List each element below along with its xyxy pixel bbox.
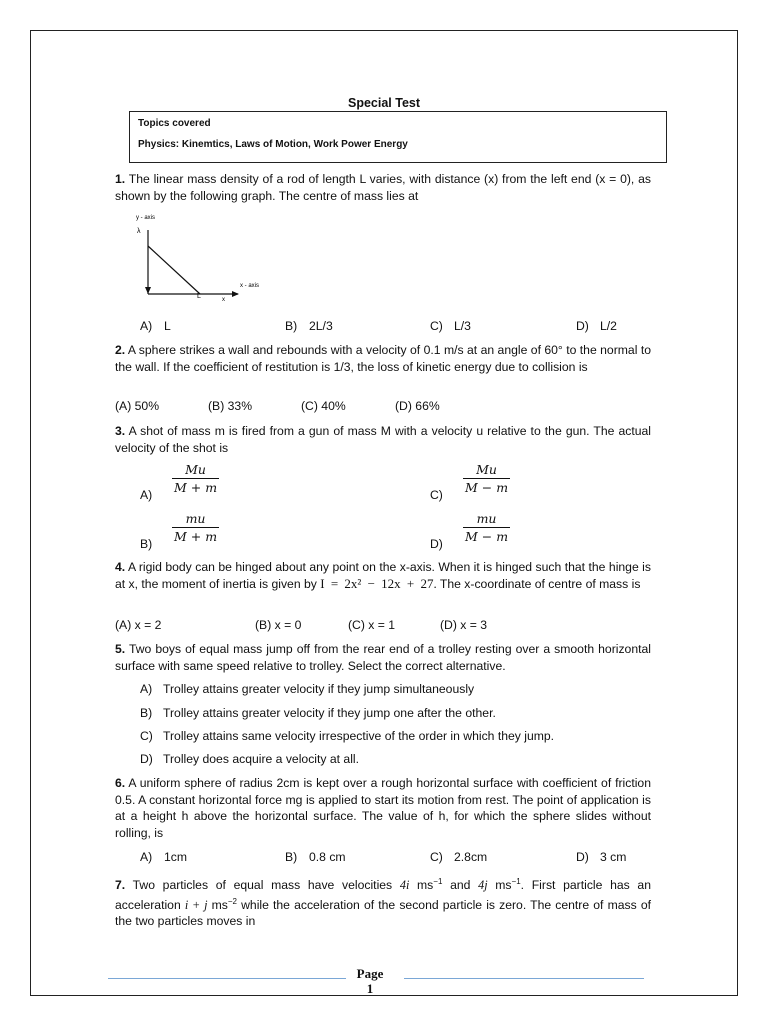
option-c-fraction: $\frac{Mu}{M - m}$ (465, 462, 509, 495)
footer-rule-right (404, 978, 644, 979)
page-number: Page 1 (356, 966, 384, 996)
option-a: (A) x = 2 (115, 618, 162, 632)
option-c: C) L/3 (430, 319, 471, 333)
option-c: (C) 40% (301, 399, 346, 413)
option-a: A) Trolley attains greater velocity if they jump simultaneously (140, 682, 475, 696)
option-a-label: A) (140, 488, 153, 502)
option-d: D) 3 cm (576, 850, 627, 864)
option-b: (B) 33% (208, 399, 253, 413)
option-d-label: D) (430, 537, 443, 551)
option-d-fraction: $\frac{mu}{M - m}$ (465, 511, 509, 544)
option-b: B) 0.8 cm (285, 850, 346, 864)
option-b: B) Trolley attains greater velocity if they jump one after the other. (140, 706, 496, 720)
option-a: A) 1cm (140, 850, 188, 864)
topics-box (129, 111, 667, 163)
option-d: (D) 66% (395, 399, 440, 413)
question-3: 3. A shot of mass m is fired from a gun of mass M with a velocity u relative to the gun. The actual velocity of the shot is (115, 424, 652, 455)
topics-label: Topics covered (138, 118, 211, 129)
option-b: B) 2L/3 (285, 319, 333, 333)
option-c: C) 2.8cm (430, 850, 488, 864)
test-title: Special Test (347, 96, 421, 110)
option-d: (D) x = 3 (440, 618, 488, 632)
footer-rule-left (108, 978, 346, 979)
option-b: (B) x = 0 (255, 618, 302, 632)
question-4: 4. A rigid body can be hinged about any point on the x-axis. When it is hinged such that the hinge is at x, the moment of inertia is given by I = 2x² − 12x + 27. The x-coordinate of centre of mass is (115, 560, 651, 591)
option-c: (C) x = 1 (348, 618, 396, 632)
question-2: 2. A sphere strikes a wall and rebounds with a velocity of 0.1 m/s at an angle of 60° to the normal to the wall. If the coefficient of restitution is 1/3, the loss of kinetic energy due to collision is (115, 343, 651, 374)
option-a: (A) 50% (115, 399, 160, 413)
question-text: The linear mass density of a rod of length L varies, with distance (x) from the left end (x = 0), as shown by the following graph. The centre of mass lies at (115, 172, 651, 203)
question-5: 5. Two boys of equal mass jump off from the rear end of a trolley resting over a smooth horizontal surface with same speed relative to trolley. Select the correct alternative. (115, 642, 651, 673)
density-graph (120, 210, 280, 305)
option-b-label: B) (140, 537, 153, 551)
question-7: 7. Two particles of equal mass have velocities 4i $ms^{-1}$ and 4j $ms^{-1}$. First particle has an acceleration i + j $ms^{-2}$ while the acceleration of the second particle is zero. The centre of mass of the two particles moves in (115, 877, 651, 929)
x-axis-label: x - axis (240, 283, 260, 289)
question-6: 6. A uniform sphere of radius 2cm is kept over a rough horizontal surface with coefficient of friction 0.5. A constant horizontal force mg is applied to start its motion from rest. The point of application is at a height h above the horizontal surface. The value of h, for which the sphere slides without rolling, is (115, 776, 651, 840)
option-b-fraction: $\frac{mu}{M + m}$ (174, 511, 218, 544)
moment-formula: I = 2x² − 12x + 27. (320, 575, 437, 591)
option-d: D) L/2 (576, 319, 617, 333)
lambda-label: λ (137, 228, 141, 235)
option-a: A) L (140, 319, 171, 333)
option-c: C) Trolley attains same velocity irrespective of the order in which they jump. (140, 729, 555, 743)
topics-text: Physics: Kinemtics, Laws of Motion, Work Power Energy (138, 139, 408, 150)
option-a-fraction: $\frac{Mu}{M + m}$ (174, 462, 218, 495)
x-label: x (222, 297, 225, 303)
length-label: L (197, 293, 201, 300)
option-d: D) Trolley does acquire a velocity at all. (140, 752, 359, 766)
y-axis-label: y - axis (136, 215, 156, 221)
question-1 (115, 171, 651, 204)
question-number: 1. (115, 172, 126, 186)
option-c-label: C) (430, 488, 443, 502)
